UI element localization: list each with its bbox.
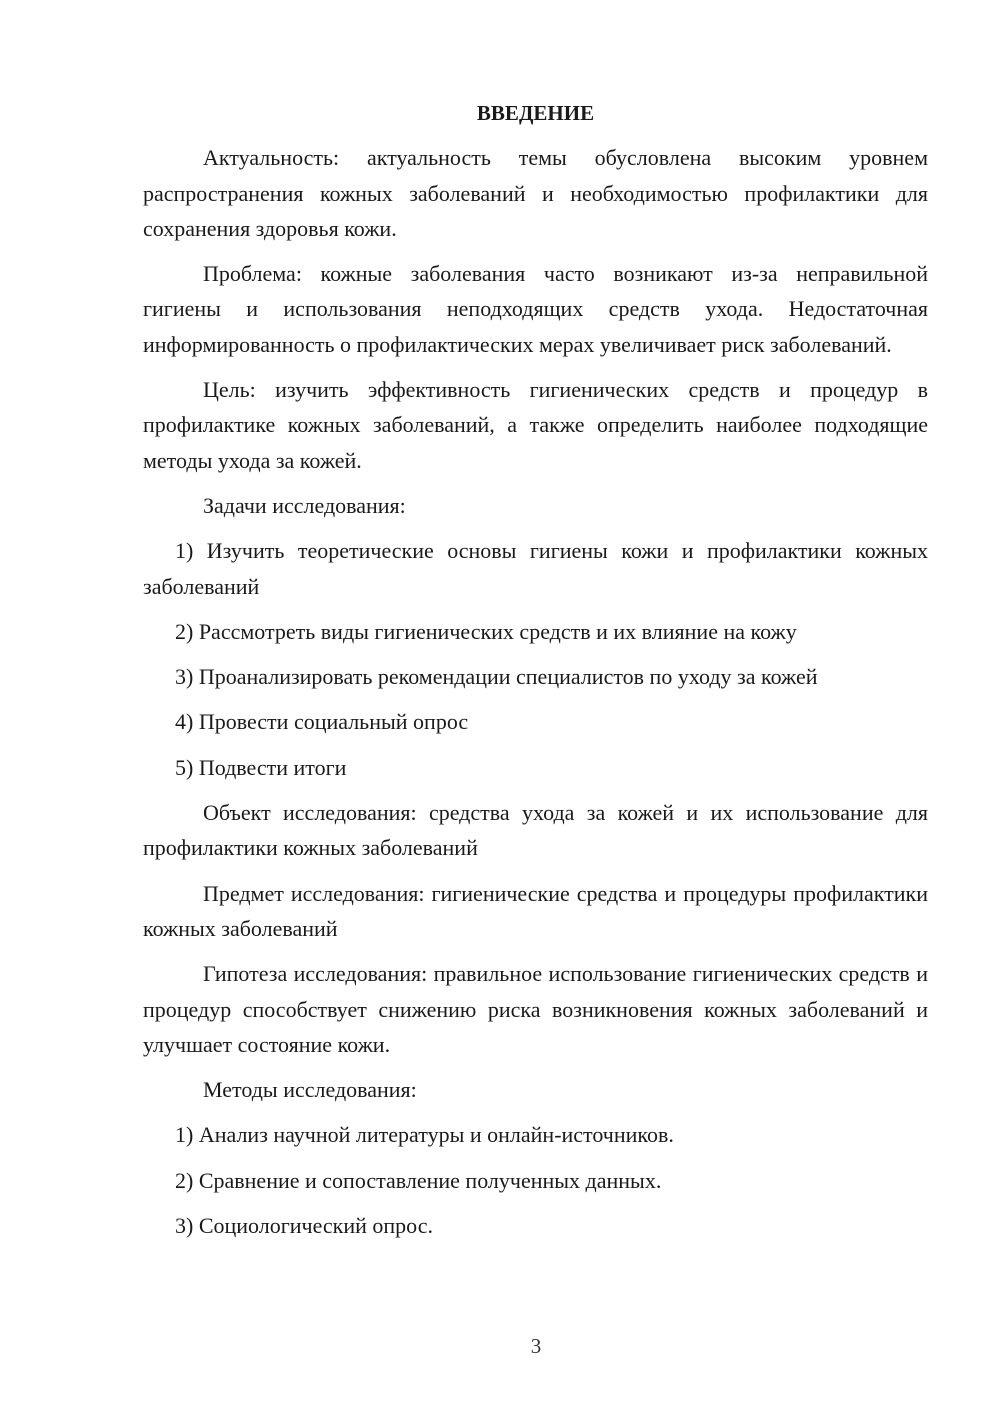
problem-paragraph: Проблема: кожные заболевания часто возникают из-за неправильной гигиены и использования неподходящих средств ухода. Недостаточная информированность о профилактических мерах увеличивает риск заболеваний. [143, 261, 928, 357]
page-number: 3 [530, 1334, 542, 1358]
method-item: 1) Анализ научной литературы и онлайн-источников. [175, 1122, 674, 1148]
task-item: 1) Изучить теоретические основы гигиены кожи и профилактики кожных заболеваний [143, 538, 928, 599]
page-title: ВВЕДЕНИЕ [476, 101, 595, 125]
methods-heading: Методы исследования: [203, 1077, 417, 1103]
tasks-heading: Задачи исследования: [203, 492, 406, 518]
hypothesis-paragraph: Гипотеза исследования: правильное использование гигиенических средств и процедур способствует снижению риска возникновения кожных заболеваний и улучшает состояние кожи. [143, 961, 928, 1057]
methods-list [143, 1117, 928, 1243]
relevance-paragraph: Актуальность: актуальность темы обусловлена высоким уровнем распространения кожных заболеваний и необходимостью профилактики для сохранения здоровья кожи. [143, 145, 928, 241]
tasks-list [143, 533, 928, 785]
goal-paragraph: Цель: изучить эффективность гигиенических средств и процедур в профилактике кожных заболеваний, а также определить наиболее подходящие методы ухода за кожей. [143, 377, 928, 473]
task-item: 4) Провести социальный опрос [175, 709, 469, 735]
method-item: 2) Сравнение и сопоставление полученных данных. [175, 1167, 662, 1193]
subject-paragraph: Предмет исследования: гигиенические средства и процедуры профилактики кожных заболеваний [143, 880, 928, 941]
object-paragraph: Объект исследования: средства ухода за кожей и их использование для профилактики кожных заболеваний [143, 800, 928, 861]
task-item: 3) Проанализировать рекомендации специалистов по уходу за кожей [175, 664, 818, 690]
task-item: 2) Рассмотреть виды гигиенических средств и их влияние на кожу [175, 618, 797, 644]
method-item: 3) Социологический опрос. [175, 1213, 433, 1239]
document-body [143, 96, 928, 1253]
task-item: 5) Подвести итоги [175, 754, 347, 780]
